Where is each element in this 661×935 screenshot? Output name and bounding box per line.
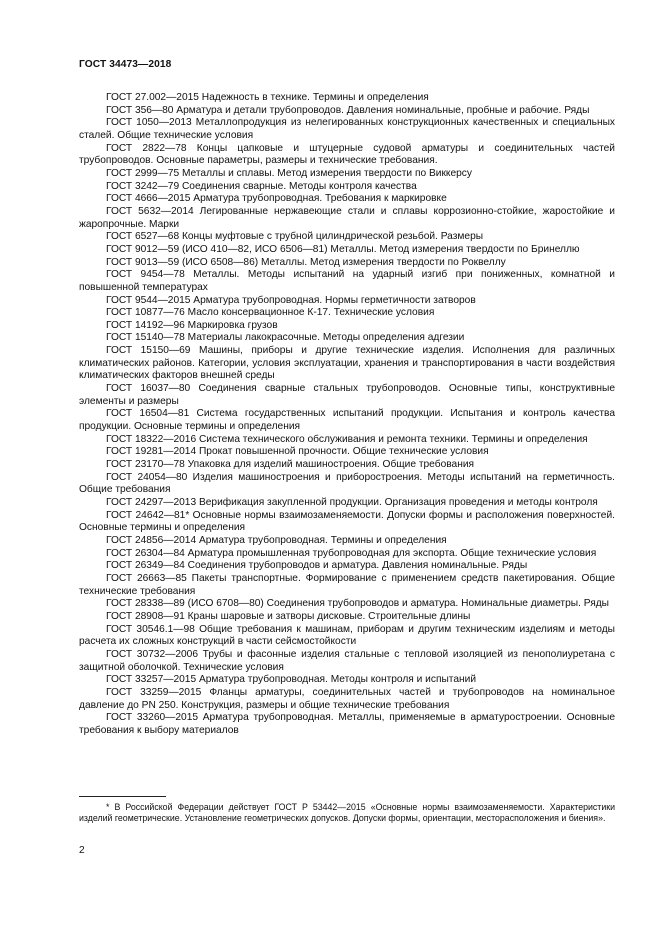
reference-item: ГОСТ 33259—2015 Фланцы арматуры, соединительных частей и трубопроводов на номинальное давление до PN 250. Конструкция, размеры и общие технические требования xyxy=(79,686,615,711)
reference-item: ГОСТ 19281—2014 Прокат повышенной прочности. Общие технические условия xyxy=(106,446,489,458)
reference-item: ГОСТ 24054—80 Изделия машиностроения и приборостроения. Методы испытаний на герметичность. Общие требования xyxy=(79,471,615,496)
reference-item: ГОСТ 15140—78 Материалы лакокрасочные. Методы определения адгезии xyxy=(106,332,465,344)
reference-item: ГОСТ 5632—2014 Легированные нержавеющие стали и сплавы коррозионно-стойкие, жаростойкие и жаропрочные. Марки xyxy=(79,205,615,230)
footnote: * В Российской Федерации действует ГОСТ Р 53442—2015 «Основные нормы взаимозаменяемости. Характеристики изделий геометрические. Установление геометрических допусков. Допуски формы, ориентации, месторасположения и биения». xyxy=(79,802,615,824)
reference-item: ГОСТ 27.002—2015 Надежность в технике. Термины и определения xyxy=(106,92,429,103)
reference-item: ГОСТ 9544—2015 Арматура трубопроводная. Нормы герметичности затворов xyxy=(106,294,476,306)
reference-item: ГОСТ 33260—2015 Арматура трубопроводная. Металлы, применяемые в арматуростроении. Основные требования к выбору материалов xyxy=(79,712,615,736)
reference-item: ГОСТ 33257—2015 Арматура трубопроводная. Методы контроля и испытаний xyxy=(106,674,477,686)
reference-item: ГОСТ 4666—2015 Арматура трубопроводная. Требования к маркировке xyxy=(106,193,447,205)
reference-item: ГОСТ 14192—96 Маркировка грузов xyxy=(106,319,278,331)
reference-item: ГОСТ 9454—78 Металлы. Методы испытаний на ударный изгиб при пониженных, комнатной и повышенной температурах xyxy=(79,269,615,293)
reference-item: ГОСТ 10877—76 Масло консервационное К-17. Технические условия xyxy=(106,307,435,319)
reference-item: ГОСТ 2999—75 Металлы и сплавы. Метод измерения твердости по Виккерсу xyxy=(106,167,472,179)
reference-item: ГОСТ 26304—84 Арматура промышленная трубопроводная для экспорта. Общие технические условия xyxy=(106,547,597,559)
reference-item: ГОСТ 30732—2006 Трубы и фасонные изделия стальные с тепловой изоляцией из пенополиуретана с защитной оболочкой. Технические условия xyxy=(79,648,615,673)
reference-item: ГОСТ 18322—2016 Система технического обслуживания и ремонта техники. Термины и определения xyxy=(106,433,588,445)
reference-item: ГОСТ 16504—81 Система государственных испытаний продукции. Испытания и контроль качества продукции. Основные термины и определения xyxy=(79,408,615,433)
reference-item: ГОСТ 1050—2013 Металлопродукция из нелегированных конструкционных качественных и специальных сталей. Общие технические условия xyxy=(79,117,615,141)
document-header: ГОСТ 34473—2018 xyxy=(79,59,172,70)
reference-item: ГОСТ 9012—59 (ИСО 410—82, ИСО 6506—81) Металлы. Метод измерения твердости по Бринеллю xyxy=(106,243,580,255)
reference-item: ГОСТ 24642—81* Основные нормы взаимозаменяемости. Допуски формы и расположения поверхностей. Основные термины и определения xyxy=(79,509,615,534)
reference-item: ГОСТ 356—80 Арматура и детали трубопроводов. Давления номинальные, пробные и рабочие. Ряды xyxy=(106,104,590,116)
reference-item: ГОСТ 24297—2013 Верификация закупленной продукции. Организация проведения и методы контроля xyxy=(106,497,598,508)
reference-item: ГОСТ 23170—78 Упаковка для изделий машиностроения. Общие требования xyxy=(106,459,475,471)
reference-item: ГОСТ 2822—78 Концы цапковые и штуцерные судовой арматуры и соединительных частей трубопроводов. Основные параметры, размеры и технические требования. xyxy=(79,142,615,167)
reference-item: ГОСТ 3242—79 Соединения сварные. Методы контроля качества xyxy=(106,180,417,192)
page-number: 2 xyxy=(79,845,85,856)
reference-item: ГОСТ 15150—69 Машины, приборы и другие технические изделия. Исполнения для различных климатических районов. Категории, условия эксплуатации, хранения и транспортирования в части воздействия климатических факторов внешней среды xyxy=(79,345,615,382)
reference-item: ГОСТ 30546.1—98 Общие требования к машинам, приборам и другим техническим изделиям и методы расчета их сложных конструкций в части сейсмостойкости xyxy=(79,623,615,648)
reference-item: ГОСТ 6527—68 Концы муфтовые с трубной цилиндрической резьбой. Размеры xyxy=(106,231,484,243)
reference-item: ГОСТ 28338—89 (ИСО 6708—80) Соединения трубопроводов и арматура. Номинальные диаметры. Ряды xyxy=(106,598,609,610)
reference-item: ГОСТ 16037—80 Соединения сварные стальных трубопроводов. Основные типы, конструктивные элементы и размеры xyxy=(79,383,615,407)
reference-item: ГОСТ 26349—84 Соединения трубопроводов и арматура. Давления номинальные. Ряды xyxy=(106,560,528,572)
reference-item: ГОСТ 28908—91 Краны шаровые и затворы дисковые. Строительные длины xyxy=(106,610,471,622)
footnote-divider xyxy=(79,796,166,797)
reference-item: ГОСТ 9013—59 (ИСО 6508—86) Металлы. Метод измерения твердости по Роквеллу xyxy=(106,256,506,268)
reference-item: ГОСТ 24856—2014 Арматура трубопроводная. Термины и определения xyxy=(106,534,447,546)
normative-references-list xyxy=(79,92,615,737)
reference-item: ГОСТ 26663—85 Пакеты транспортные. Формирование с применением средств пакетирования. Общие технические требования xyxy=(79,572,615,597)
